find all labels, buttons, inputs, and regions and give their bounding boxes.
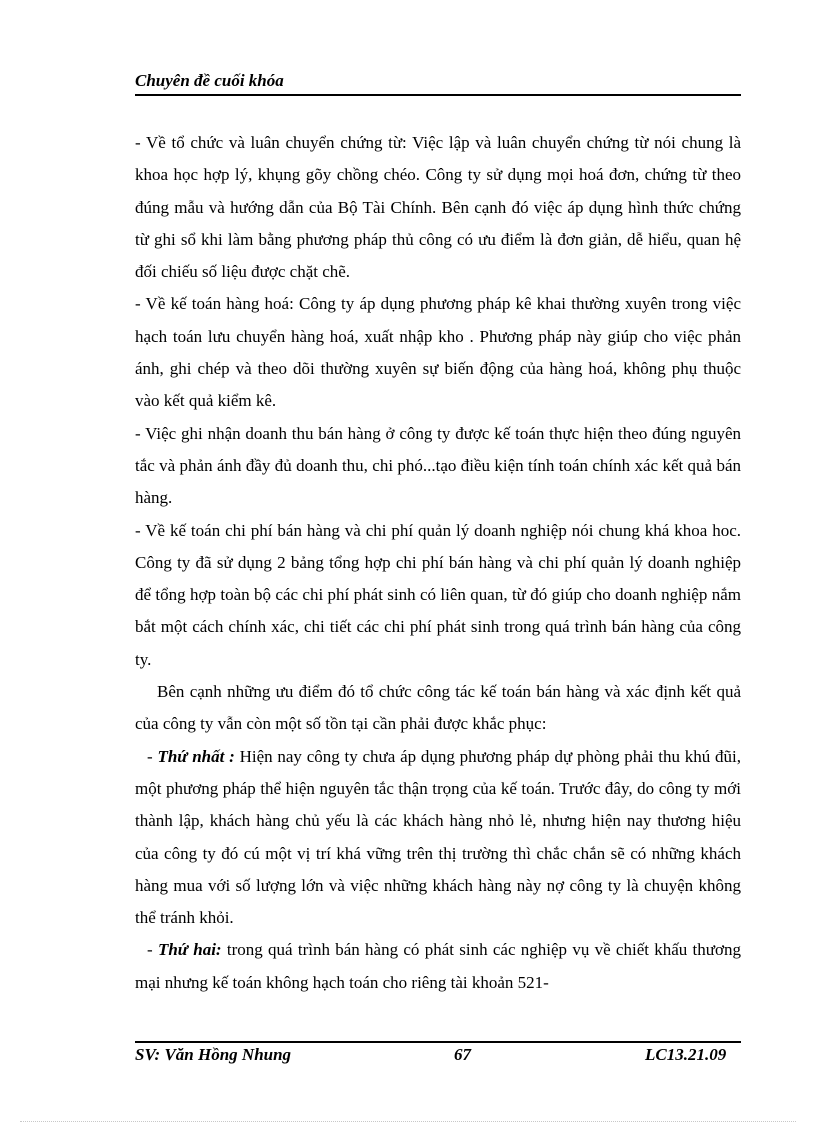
footer-rule [135,1041,741,1043]
second-issue-lead: - [147,940,158,960]
second-issue-text: trong quá trình bán hàng có phát sinh các nghiệp vụ về chiết khấu thương mại nhưng kế toán không hạch toán cho riêng tài khoản 521- [135,940,741,992]
body-text [135,127,741,999]
header-title: Chuyên đề cuối khóa [135,71,284,90]
page-bottom-border [20,1121,796,1122]
header-rule [135,94,741,96]
footer-page-number: 67 [454,1045,471,1064]
second-issue-label: Thứ hai: [157,940,222,960]
paragraph-second-issue [135,934,741,999]
footer-class-code: LC13.21.09 [645,1045,727,1064]
first-issue-text: Hiện nay công ty chưa áp dụng phương pháp dự phòng phải thu khú đũi, một phương pháp thể hiện nguyên tắc thận trọng của kế toán. Trước đây, do công ty mới thành lập, khách hàng chủ yếu là các khách hàng nhỏ lẻ, nhưng hiện nay thương hiệu của công ty đó cú một vị trí khá vững trên thị trường thì chắc chắn sẽ có những khách hàng mua với số lượng lớn và việc những khách hàng này nợ công ty là chuyện không thể tránh khỏi. [135,746,741,928]
paragraph-documents: - Về tổ chức và luân chuyển chứng từ: Việc lập và luân chuyển chứng từ nói chung là khoa học hợp lý, khụng gõy chồng chéo. Công ty sử dụng mọi hoá đơn, chứng từ theo đúng mẫu và hướng dẫn của Bộ Tài Chính. Bên cạnh đó việc áp dụng hình thức chứng từ ghi sổ khi làm bằng phương pháp thủ công có ưu điểm là đơn giản, dễ hiểu, quan hệ đối chiếu số liệu được chặt chẽ. [135,133,741,282]
paragraph-goods-accounting: - Về kế toán hàng hoá: Công ty áp dụng phương pháp kê khai thường xuyên trong việc hạch toán lưu chuyển hàng hoá, xuất nhập kho . Phương pháp này giúp cho việc phản ánh, ghi chép và theo dõi thường xuyên sự biến động của hàng hoá, không phụ thuộc vào kết quả kiểm kê. [135,294,741,411]
first-issue-label: Thứ nhất : [157,746,235,766]
paragraph-first-issue [135,741,741,935]
paragraph-expenses: - Về kế toán chi phí bán hàng và chi phí quản lý doanh nghiệp nói chung khá khoa hoc. Công ty đã sử dụng 2 bảng tổng hợp chi phí bán hàng và chi phí quản lý doanh nghiệp để tổng hợp toàn bộ các chi phí phát sinh có liên quan, từ đó giúp cho doanh nghiệp nắm bắt một cách chính xác, chi tiết các chi phí phát sinh trong quá trình bán hàng của công ty. [135,520,741,669]
footer-student-name: SV: Văn Hồng Nhung [135,1045,292,1064]
paragraph-limitations-intro: Bên cạnh những ưu điểm đó tổ chức công tác kế toán bán hàng và xác định kết quả của công ty vẫn còn một số tồn tại cần phải được khắc phục: [135,682,741,734]
paragraph-revenue: - Việc ghi nhận doanh thu bán hàng ở công ty được kế toán thực hiện theo đúng nguyên tắc và phản ánh đầy đủ doanh thu, chi phó...tạo điều kiện tính toán chính xác kết quả bán hàng. [135,423,741,508]
first-issue-lead: - [147,746,158,766]
